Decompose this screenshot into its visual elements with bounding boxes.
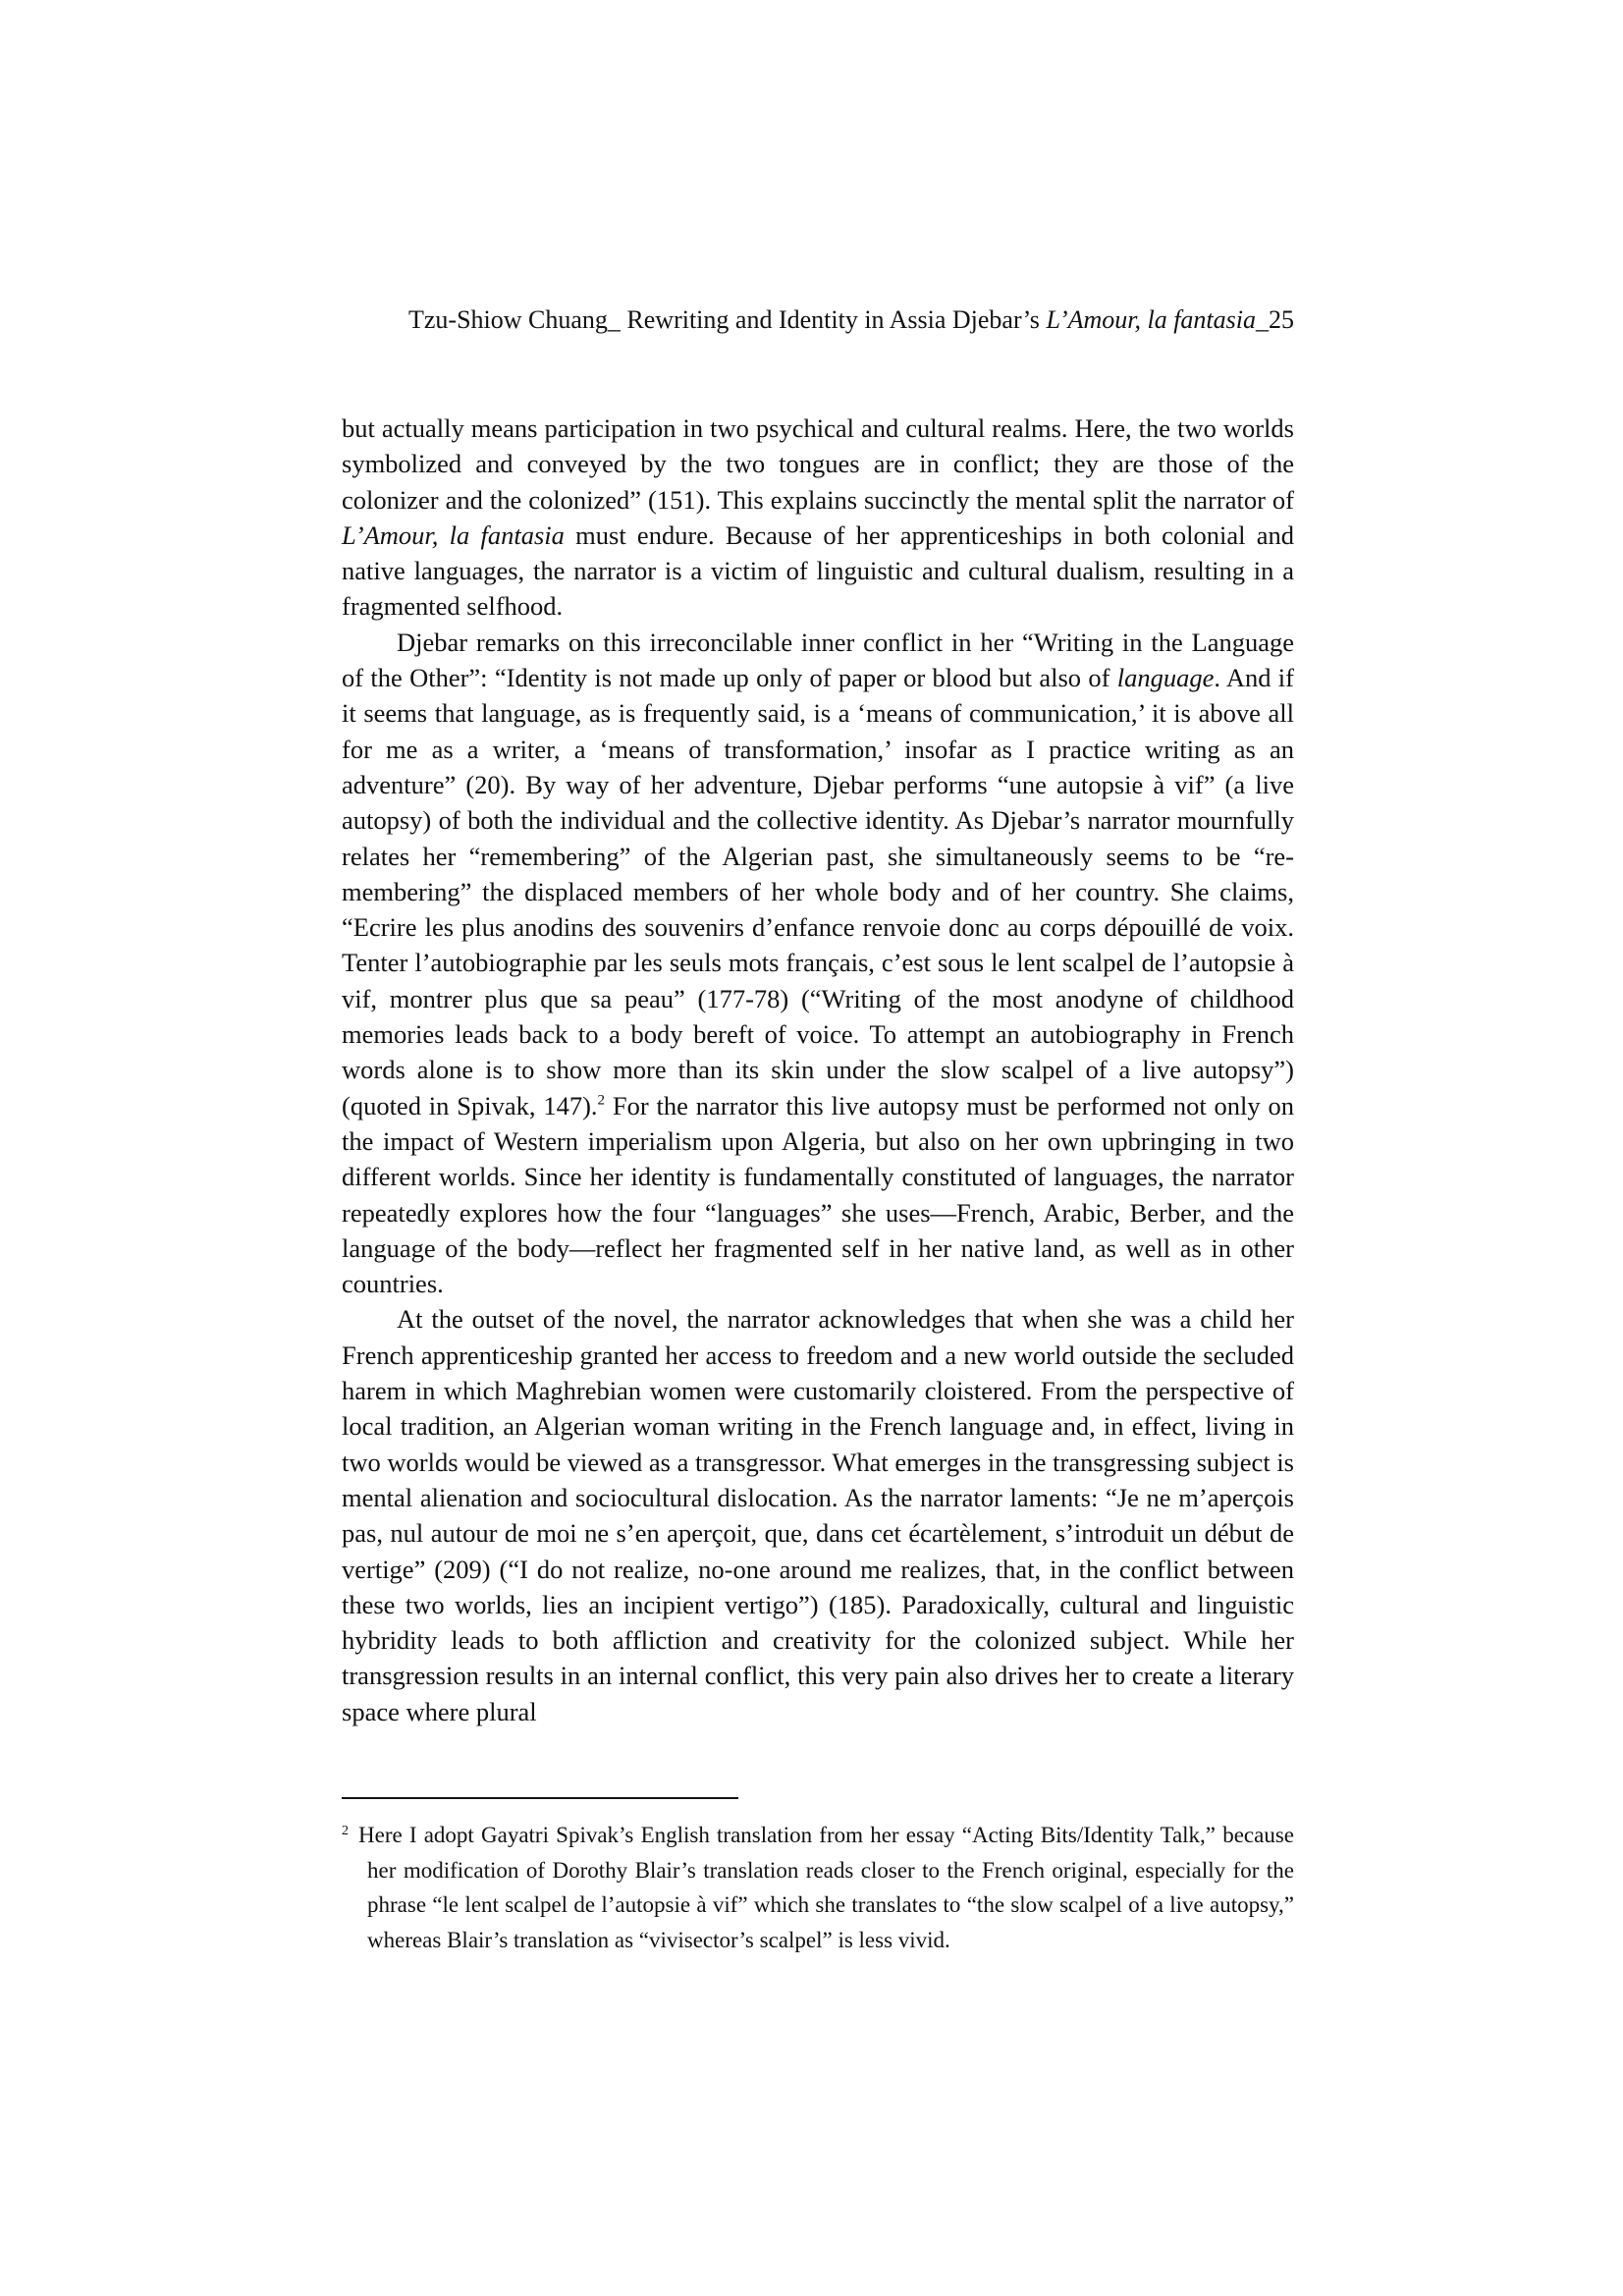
running-head-author: Tzu-Shiow Chuang_ Rewriting and Identity in Assia Djebar’s [408,305,1047,334]
text-segment: but actually means participation in two psychical and cultural realms. Here, the two worlds symbolized and conveyed by the two tongues are in conflict; they are those of the colonizer and the colonized” (151). This explains succinctly the mental split the narrator of [342,413,1294,515]
body-text [342,410,1294,1729]
footnote-text: Here I adopt Gayatri Spivak’s English translation from her essay “Acting Bits/Identity Talk,” because her modification of Dorothy Blair’s translation reads closer to the French original, especially for the phrase “le lent scalpel de l’autopsie à vif” which she translates to “the slow scalpel of a live autopsy,” whereas Blair’s translation as “vivisector’s scalpel” is less vivid. [358,1823,1294,1952]
paragraph [342,410,1294,625]
text-segment: Djebar remarks on this irreconcilable inner conflict in her “Writing in the Language of the Other”: “Identity is not made up only of paper or blood but also of [342,627,1294,693]
running-head-page-number: _25 [1256,305,1294,334]
text-segment: must endure. Because of her apprenticeships in both colonial and native languages, the narrator is a victim of linguistic and cultural dualism, resulting in a fragmented selfhood. [342,519,1294,622]
footnote [342,1818,1294,1957]
footnote-reference: 2 [597,1092,606,1109]
text-segment: . And if it seems that language, as is frequently said, is a ‘means of communication,’ it is above all for me as a writer, a ‘means of transformation,’ insofar as I practice writing as an adventure” (20). By way of her adventure, Djebar performs “une autopsie à vif” (a live autopsy) of both the individual and the collective identity. As Djebar’s narrator mournfully relates her “remembering” of the Algerian past, she simultaneously seems to be “re-membering” the displaced members of her whole body and of her country. She claims, “Ecrire les plus anodins des souvenirs d’enfance renvoie donc au corps dépouillé de voix. Tenter l’autobiographie par les seuls mots français, c’est sous le lent scalpel de l’autopsie à vif, montrer plus que sa peau” (177-78) (“Writing of the most anodyne of childhood memories leads back to a body bereft of voice. To attempt an autobiography in French words alone is to show more than its skin under the slow scalpel of a live autopsy”) (quoted in Spivak, 147). [342,663,1294,1121]
running-head [295,302,1294,338]
italic-title: L’Amour, la fantasia [342,519,565,550]
italic-title: language [1116,663,1215,693]
footnote-marker: 2 [342,1823,349,1838]
footnote-divider [342,1797,738,1799]
footnote-2 [342,1818,1294,1957]
text-segment: At the outset of the novel, the narrator acknowledges that when she was a child her French apprenticeship granted her access to freedom and a new world outside the secluded harem in which Maghrebian women were customarily cloistered. From the perspective of local tradition, an Algerian woman writing in the French language and, in effect, living in two worlds would be viewed as a transgressor. What emerges in the transgressing subject is mental alienation and sociocultural dislocation. As the narrator laments: “Je ne m’aperçois pas, nul autour de moi ne s’en aperçoit, que, dans cet écartèlement, s’introduit un début de vertige” (209) (“I do not realize, no-one around me realizes, that, in the conflict between these two worlds, lies an incipient vertigo”) (185). Paradoxically, cultural and linguistic hybridity leads to both affliction and creativity for the colonized subject. While her transgression results in an internal conflict, this very pain also drives her to create a literary space where plural [342,1304,1294,1726]
running-head-book-title: L’Amour, la fantasia [1046,305,1256,334]
paragraph [342,1301,1294,1729]
text-segment: For the narrator this live autopsy must be performed not only on the impact of Western imperialism upon Algeria, but also on her own upbringing in two different worlds. Since her identity is fundamentally constituted of languages, the narrator repeatedly explores how the four “languages” she uses—French, Arabic, Berber, and the language of the body—reflect her fragmented self in her native land, as well as in other countries. [342,1090,1295,1299]
paragraph [342,625,1294,1302]
